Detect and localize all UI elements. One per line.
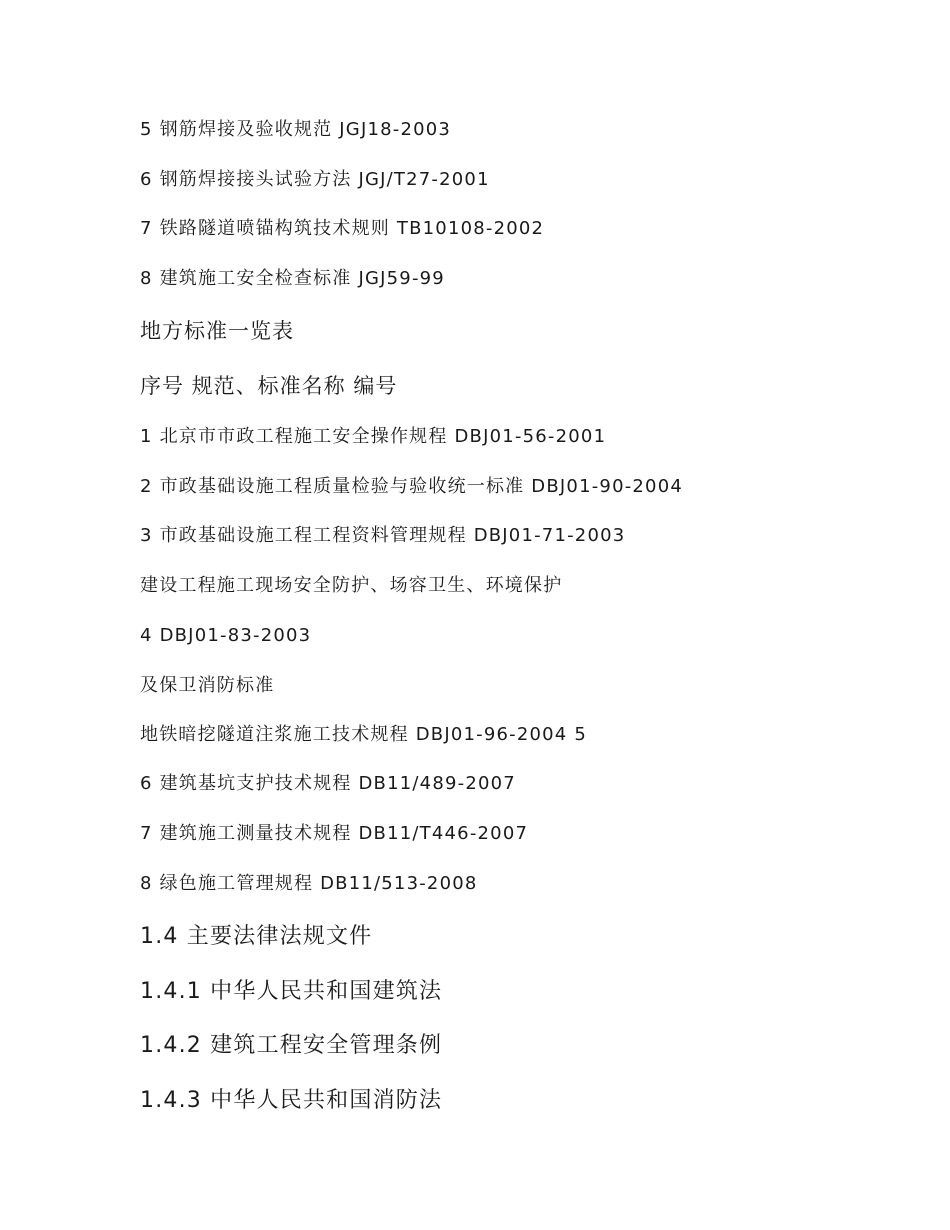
standard-item-6: 6 钢筋焊接接头试验方法 JGJ/T27-2001 (140, 169, 490, 190)
local-standards-heading: 地方标准一览表 (140, 319, 294, 343)
standard-item-5: 5 钢筋焊接及验收规范 JGJ18-2003 (140, 119, 452, 140)
local-standard-item-1: 1 北京市市政工程施工安全操作规程 DBJ01-56-2001 (140, 426, 607, 447)
local-standard-item-3: 3 市政基础设施工程工程资料管理规程 DBJ01-71-2003 (140, 525, 626, 546)
local-standard-item-8: 8 绿色施工管理规程 DB11/513-2008 (140, 873, 478, 894)
section-heading-1-4-2: 1.4.2 建筑工程安全管理条例 (140, 1033, 443, 1058)
local-standard-item-4-code: 4 DBJ01-83-2003 (140, 625, 312, 646)
standard-item-7: 7 铁路隧道喷锚构筑技术规则 TB10108-2002 (140, 218, 545, 239)
section-heading-1-4: 1.4 主要法律法规文件 (140, 924, 373, 949)
local-standard-item-6: 6 建筑基坑支护技术规程 DB11/489-2007 (140, 773, 516, 794)
standard-item-8: 8 建筑施工安全检查标准 JGJ59-99 (140, 268, 445, 289)
local-standard-item-2: 2 市政基础设施工程质量检验与验收统一标准 DBJ01-90-2004 (140, 476, 684, 497)
table-header-row: 序号 规范、标准名称 编号 (140, 374, 398, 398)
local-standard-item-4-name-part2: 及保卫消防标准 (140, 675, 275, 696)
local-standard-item-5: 地铁暗挖隧道注浆施工技术规程 DBJ01-96-2004 5 (140, 724, 588, 745)
local-standard-item-7: 7 建筑施工测量技术规程 DB11/T446-2007 (140, 823, 529, 844)
local-standard-item-4-name-part1: 建设工程施工现场安全防护、场容卫生、环境保护 (140, 575, 563, 596)
section-heading-1-4-3: 1.4.3 中华人民共和国消防法 (140, 1088, 443, 1113)
section-heading-1-4-1: 1.4.1 中华人民共和国建筑法 (140, 979, 443, 1004)
